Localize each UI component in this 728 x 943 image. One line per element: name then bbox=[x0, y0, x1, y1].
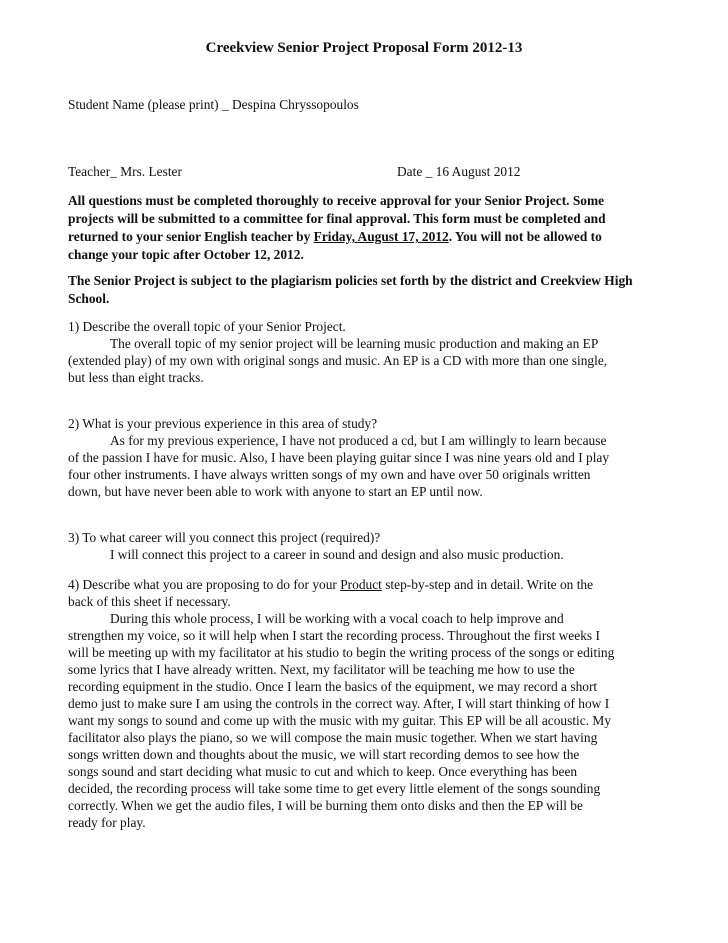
form-title: Creekview Senior Project Proposal Form 2012-13 bbox=[205, 40, 523, 56]
q4-answer-line: will be meeting up with my facilitator at his studio to begin the writing process of the songs or editing bbox=[68, 645, 615, 660]
instructions-line-4: change your topic after October 12, 2012. bbox=[68, 247, 304, 262]
q4-question bbox=[68, 576, 593, 594]
instructions-text: returned to your senior English teacher by bbox=[68, 229, 314, 244]
student-name-value: Despina Chryssopoulos bbox=[232, 97, 359, 112]
q2-answer-line: of the passion I have for music. Also, I have been playing guitar since I was nine years old and I play bbox=[68, 450, 610, 465]
q3-answer-line: I will connect this project to a career in sound and design and also music production. bbox=[110, 547, 564, 562]
q4-answer-line: recording equipment in the studio. Once I learn the basics of the equipment, we may record a short bbox=[68, 679, 598, 694]
teacher-value: Mrs. Lester bbox=[120, 164, 182, 179]
q2-answer-line: four other instruments. I have always written songs of my own and have over 50 originals written bbox=[68, 467, 591, 482]
q4-answer-line: ready for play. bbox=[68, 815, 146, 830]
q4-answer-line: correctly. When we get the audio files, I will be burning them onto disks and then the EP will be bbox=[68, 798, 583, 813]
q4-answer-line: During this whole process, I will be working with a vocal coach to help improve and bbox=[110, 611, 564, 626]
q4-product-word: Product bbox=[340, 577, 382, 592]
date-value: 16 August 2012 bbox=[435, 164, 521, 179]
q2-answer-line: down, but have never been able to work with anyone to start an EP until now. bbox=[68, 484, 483, 499]
q4-question-text: 4) Describe what you are proposing to do for your bbox=[68, 577, 341, 592]
q4-answer-line: songs sound and start deciding what music to cut and which to keep. Once everything has been bbox=[68, 764, 578, 779]
q4-answer-line: songs written down and thoughts about the music, we will start recording demos to see how the bbox=[68, 747, 580, 762]
q4-answer-line: some lyrics that I have already written. Next, my facilitator will be teaching me how to use the bbox=[68, 662, 575, 677]
date-line bbox=[397, 163, 521, 181]
q4-question-text: step-by-step and in detail. Write on the bbox=[381, 577, 594, 592]
student-name-line bbox=[68, 96, 359, 114]
instructions-line-2: projects will be submitted to a committee for final approval. This form must be completed and bbox=[68, 211, 606, 226]
instructions-line-1: All questions must be completed thoroughly to receive approval for your Senior Project. Some bbox=[68, 193, 605, 208]
plagiarism-line-1: The Senior Project is subject to the plagiarism policies set forth by the district and Creekview High bbox=[68, 273, 633, 288]
teacher-line bbox=[68, 163, 182, 181]
q1-answer-line: (extended play) of my own with original songs and music. An EP is a CD with more than one single, bbox=[68, 353, 608, 368]
q4-answer-line: strengthen my voice, so it will help when I start the recording process. Throughout the first weeks I bbox=[68, 628, 600, 643]
instructions-line-3 bbox=[68, 228, 602, 246]
student-name-label: Student Name (please print) _ bbox=[68, 97, 232, 112]
date-label: Date _ bbox=[397, 164, 436, 179]
q4-answer-line: decided, the recording process will take some time to get every little element of the songs sounding bbox=[68, 781, 601, 796]
teacher-label: Teacher_ bbox=[68, 164, 121, 179]
q1-answer-line: The overall topic of my senior project will be learning music production and making an EP bbox=[110, 336, 599, 351]
q2-answer-line: As for my previous experience, I have not produced a cd, but I am willingly to learn because bbox=[110, 433, 607, 448]
q4-answer-line: facilitator also plays the piano, so we will compose the main music together. When we start having bbox=[68, 730, 598, 745]
instructions-text: . You will not be allowed to bbox=[448, 229, 602, 244]
q1-answer-line: but less than eight tracks. bbox=[68, 370, 204, 385]
q4-question-line-2: back of this sheet if necessary. bbox=[68, 594, 231, 609]
q3-question: 3) To what career will you connect this project (required)? bbox=[68, 530, 381, 545]
q2-question: 2) What is your previous experience in this area of study? bbox=[68, 416, 378, 431]
plagiarism-line-2: School. bbox=[68, 291, 110, 306]
q1-question: 1) Describe the overall topic of your Senior Project. bbox=[68, 319, 346, 334]
q4-answer-line: want my songs to sound and come up with the music with my guitar. This EP will be all acoustic. My bbox=[68, 713, 612, 728]
q4-answer-line: demo just to make sure I am using the controls in the correct way. After, I will start thinking of how I bbox=[68, 696, 610, 711]
deadline-date: Friday, August 17, 2012 bbox=[313, 229, 449, 244]
